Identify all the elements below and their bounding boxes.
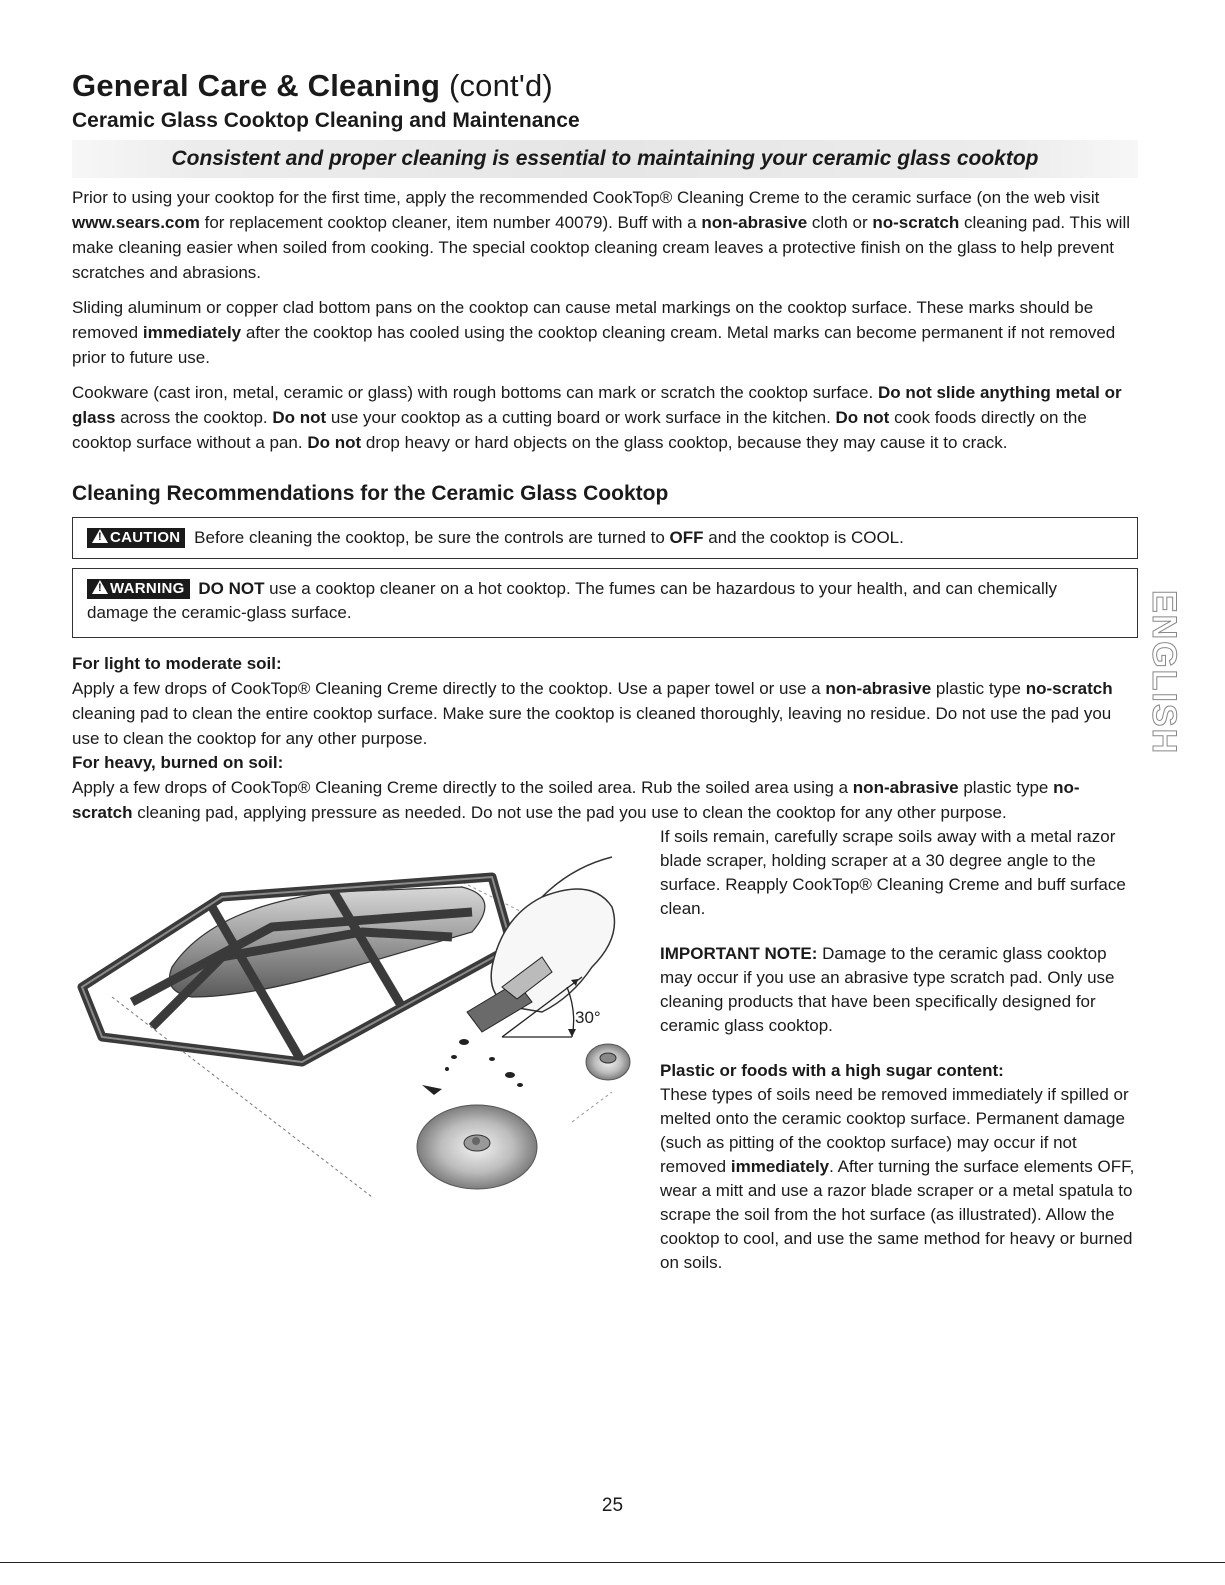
intro-paragraph-1: Prior to using your cooktop for the first time, apply the recommended CookTop® Cleaning Creme to the ceramic surface (on the web visit www.sears.com for replacement cooktop cleaner, item number 40079). Buff with a non-abrasive cloth or no-scratch cleaning pad. This will make cleaning easier when soiled from cooking. The special cooktop cleaning cream leaves a protective finish on the glass to help prevent scratches and abrasions. — [72, 188, 1131, 282]
light-soil-text: Apply a few drops of CookTop® Cleaning Creme directly to the cooktop. Use a paper towel or use a non-abrasive plastic type no-scratch cleaning pad to clean the entire cooktop surface. Make sure the cooktop is cleaned thoroughly, leaving no residue. Do not use the pad you use to clean the cooktop for any other purpose. — [72, 679, 1113, 748]
intro-paragraph-3: Cookware (cast iron, metal, ceramic or glass) with rough bottoms can mark or scratch the cooktop surface. Do not slide anything metal or glass across the cooktop. Do not use your cooktop as a cutting board or work surface in the kitchen. Do not cook foods directly on the cooktop surface without a pan. Do not drop heavy or hard objects on the glass cooktop, because they may cause it to crack. — [72, 383, 1122, 452]
alert-triangle-icon: ! — [92, 580, 108, 594]
caution-box — [72, 517, 1138, 559]
emphasis-banner: Consistent and proper cleaning is essential to maintaining your ceramic glass cooktop — [72, 140, 1138, 178]
language-side-tab: ENGLISH — [1145, 590, 1183, 756]
sugar-heading: Plastic or foods with a high sugar content: — [660, 1061, 1004, 1080]
page-title: General Care & Cleaning (cont'd) — [72, 68, 553, 103]
important-note: IMPORTANT NOTE: Damage to the ceramic glass cooktop may occur if you use an abrasive type scratch pad. Only use cleaning products that have been specifically designed for ceramic glass cooktop. — [660, 944, 1115, 1035]
section-subtitle: Ceramic Glass Cooktop Cleaning and Maintenance — [72, 109, 580, 132]
alert-triangle-icon: ! — [92, 529, 108, 543]
heavy-soil-heading: For heavy, burned on soil: — [72, 753, 284, 772]
angle-label: 30° — [575, 1008, 601, 1027]
scrape-text: If soils remain, carefully scrape soils away with a metal razor blade scraper, holding scraper at a 30 degree angle to the surface. Reapply CookTop® Cleaning Creme and buff surface clean. — [660, 827, 1126, 918]
caution-text: Before cleaning the cooktop, be sure the controls are turned to OFF and the cooktop is COOL. — [194, 528, 904, 547]
cooktop-scraping-illustration — [72, 837, 632, 1197]
caution-signal-word: ! CAUTION — [87, 528, 185, 548]
light-soil-heading: For light to moderate soil: — [72, 654, 282, 673]
bottom-rule — [0, 1562, 1225, 1563]
intro-paragraph-2: Sliding aluminum or copper clad bottom pans on the cooktop can cause metal markings on the cooktop surface. These marks should be removed immediately after the cooktop has cooled using the cooktop cleaning cream. Metal marks can become permanent if not removed prior to future use. — [72, 298, 1116, 367]
warning-text: DO NOT use a cooktop cleaner on a hot cooktop. The fumes can be hazardous to your health, and can chemically damage the ceramic-glass surface. — [87, 579, 1058, 622]
page-number: 25 — [601, 1495, 624, 1516]
warning-signal-word: ! WARNING — [87, 579, 190, 599]
page-title-suffix: (cont'd) — [448, 68, 553, 103]
sugar-text: These types of soils need be removed immediately if spilled or melted onto the ceramic cooktop surface. Permanent damage (such as pitting of the cooktop surface) may occur if not removed immediately. After turning the surface elements OFF, wear a mitt and use a razor blade scraper or a metal spatula to scrape the soil from the hot surface (as illustrated). Allow the cooktop to cool, and use the same method for heavy or burned on soils. — [660, 1085, 1135, 1272]
two-column-section — [72, 825, 1138, 1325]
heavy-soil-text: Apply a few drops of CookTop® Cleaning Creme directly to the soiled area. Rub the soiled area using a non-abrasive plastic type no-scratch cleaning pad, applying pressure as needed. Do not use the pad you use to clean the cooktop for any other purpose. — [72, 778, 1080, 822]
page-content — [72, 66, 1138, 1325]
warning-box — [72, 568, 1138, 638]
right-column — [660, 825, 1138, 1275]
recommendations-heading: Cleaning Recommendations for the Ceramic Glass Cooktop — [72, 482, 669, 505]
